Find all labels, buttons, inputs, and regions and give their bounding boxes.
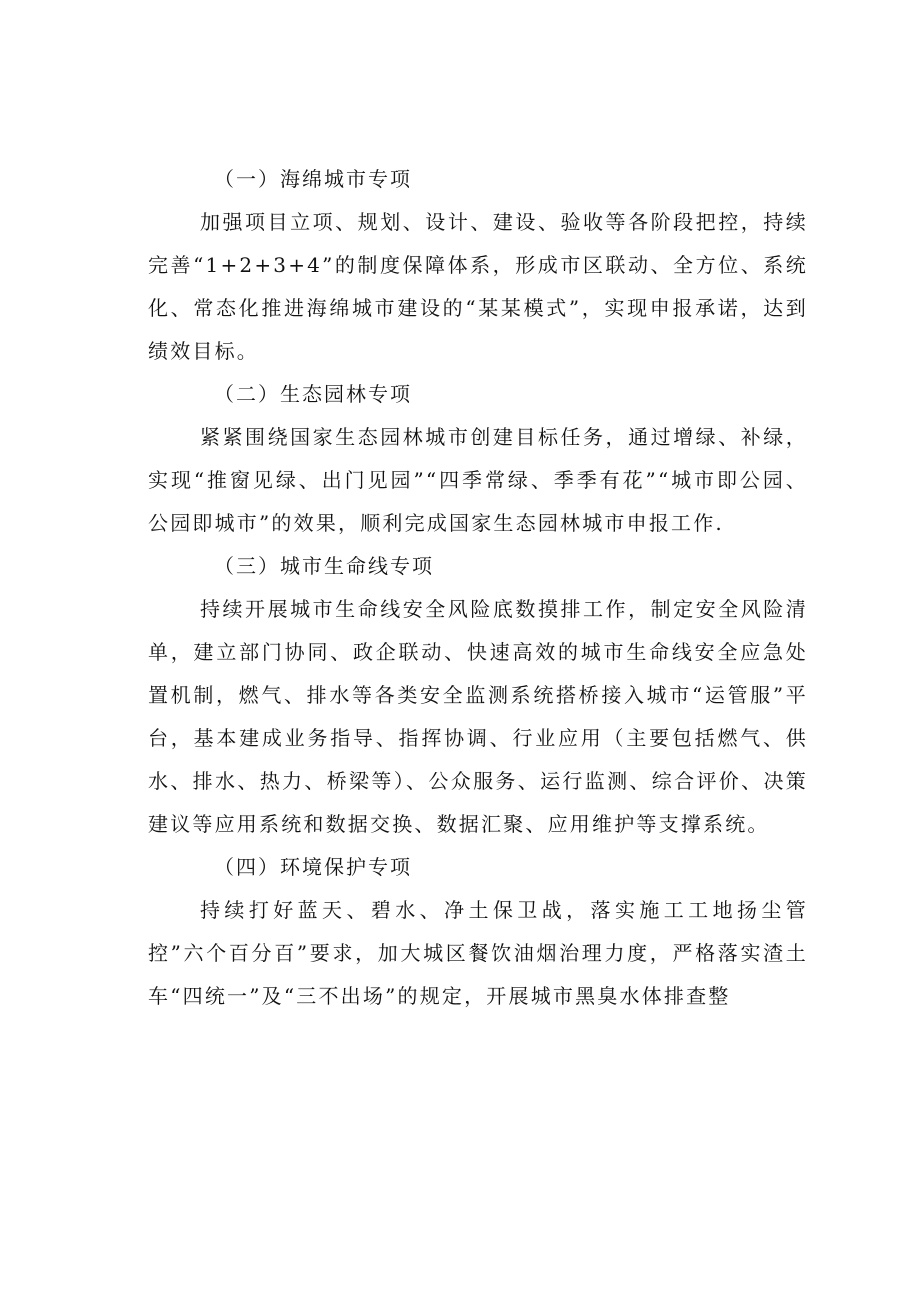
document-page <box>148 158 808 1018</box>
section-heading-eco-garden: （二）生态园林专项 <box>214 382 412 406</box>
section-body-city-lifeline: 持续开展城市生命线安全风险底数摸排工作，制定安全风险清单，建立部门协同、政企联动、快速高效的城市生命线安全应急处置机制，燃气、排水等各类安全监测系统搭桥接入城市“运管服”平台，基本建成业务指导、指挥协调、行业应用（主要包括燃气、供水、排水、热力、桥梁等）、公众服务、运行监测、综合评价、决策建议等应用系统和数据交换、数据汇聚、应用维护等支撑系统。 <box>148 597 808 836</box>
section-heading-environment: （四）环境保护专项 <box>214 855 412 879</box>
section-body-eco-garden: 紧紧围绕国家生态园林城市创建目标任务，通过增绿、补绿，实现“推窗见绿、出门见园”“四季常绿、季季有花”“城市即公园、公园即城市”的效果，顺利完成国家生态园林城市申报工作. <box>148 425 808 535</box>
section-heading-sponge-city: （一）海绵城市专项 <box>214 167 412 191</box>
section-heading-city-lifeline: （三）城市生命线专项 <box>214 554 434 578</box>
section-body-environment: 持续打好蓝天、碧水、净土保卫战，落实施工工地扬尘管控”六个百分百”要求，加大城区餐饮油烟治理力度，严格落实渣土车“四统一”及“三不出场”的规定，开展城市黑臭水体排查整 <box>148 898 808 1008</box>
section-body-sponge-city: 加强项目立项、规划、设计、建设、验收等各阶段把控，持续完善“1+2+3+4”的制度保障体系，形成市区联动、全方位、系统化、常态化推进海绵城市建设的“某某模式”，实现申报承诺，达到绩效目标。 <box>148 210 808 363</box>
